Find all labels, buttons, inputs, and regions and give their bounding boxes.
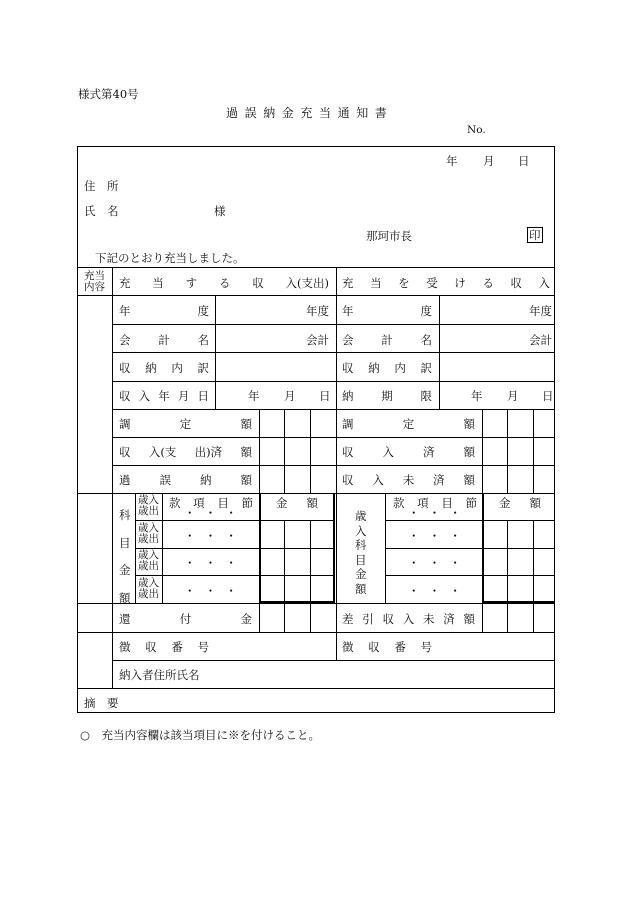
left-assessed-label: 調 定 額 [119,417,252,431]
left-row-3-label: 歳入 歳出 [138,549,159,572]
form-number: 様式第40号 [78,87,139,101]
footnote: ○ 充当内容欄は該当項目に※を付けること。 [80,728,321,742]
right-row-4-dots: ・・・ [408,584,471,598]
left-row-4-label: 歳入 歳出 [138,577,159,600]
left-subhead-items: 款 項 目 節 [169,496,253,510]
left-row-3-dots: ・・・ [184,556,247,570]
left-row-1-dots: ・・・ [184,506,247,520]
right-balance-label: 差 引 収 入 未 済 額 [342,612,475,626]
right-due-label: 納 期 限 [342,389,432,403]
date-year: 年 [446,154,458,168]
right-fiscal-year-suffix: 年度 [529,304,552,318]
notice-text: 下記のとおり充当しました。 [95,251,245,265]
left-header: 充 当 す る 収 入(支出) [119,276,329,290]
right-unreceived-label: 収 入 未 済 額 [342,473,475,487]
right-account-label: 会 計 名 [342,333,432,347]
right-account-suffix: 会計 [529,333,552,347]
left-category-side-label: 科 目 金 額 [119,508,131,605]
right-row-3-dots: ・・・ [408,556,471,570]
left-receipt-date-label: 収 入 年 月 日 [119,389,209,403]
left-date-month: 月 [284,389,296,403]
right-date-month: 月 [507,389,519,403]
left-breakdown-label: 収 納 内 訳 [119,361,209,375]
payer-label: 納入者住所氏名 [119,668,200,682]
right-subhead-items: 款 項 目 節 [393,496,477,510]
left-date-year: 年 [248,389,260,403]
issuer-name: 那珂市長 [366,229,412,243]
sama-label: 様 [214,204,226,218]
right-assessed-label: 調 定 額 [342,417,475,431]
left-account-label: 会 計 名 [119,333,209,347]
left-row-2-dots: ・・・ [184,529,247,543]
left-subhead-amount: 金 額 [276,496,318,510]
left-account-suffix: 会計 [306,333,329,347]
content-label: 充当 内容 [84,270,105,293]
left-row-2-label: 歳入 歳出 [138,522,159,545]
right-row-2-dots: ・・・ [408,529,471,543]
left-date-day: 日 [319,389,331,403]
right-collection-no-label: 徴 収 番 号 [342,640,432,654]
left-fiscal-year-label: 年 度 [119,304,209,318]
left-refund-label: 還 付 金 [119,612,252,626]
seal-mark: 印 [529,228,541,242]
left-overpaid-label: 過 誤 納 額 [119,473,252,487]
number-label: No. [467,124,486,136]
document-title: 過誤納金充当通知書 [226,106,394,120]
left-fiscal-year-suffix: 年度 [306,304,329,318]
right-date-day: 日 [542,389,554,403]
right-fiscal-year-label: 年 度 [342,304,432,318]
right-breakdown-label: 収 納 内 訳 [342,361,432,375]
right-category-side-label: 歳 入 科 目 金 額 [355,509,367,596]
right-subhead-amount: 金 額 [499,496,541,510]
date-month: 月 [483,154,495,168]
right-header: 充 当 を 受 け る 収 入 [342,276,550,290]
left-row-4-dots: ・・・ [184,584,247,598]
right-received-label: 収 入 済 額 [342,445,475,459]
form-frame [77,146,555,713]
left-row-1-label: 歳入 歳出 [138,494,159,517]
address-label: 住 所 [84,179,119,193]
right-date-year: 年 [471,389,483,403]
right-row-1-dots: ・・・ [408,506,471,520]
name-label: 氏 名 [84,204,119,218]
left-collection-no-label: 徴 収 番 号 [119,640,209,654]
remarks-label: 摘 要 [84,696,119,710]
date-day: 日 [518,154,530,168]
left-paid-label: 収 入(支 出)済 額 [119,445,252,459]
